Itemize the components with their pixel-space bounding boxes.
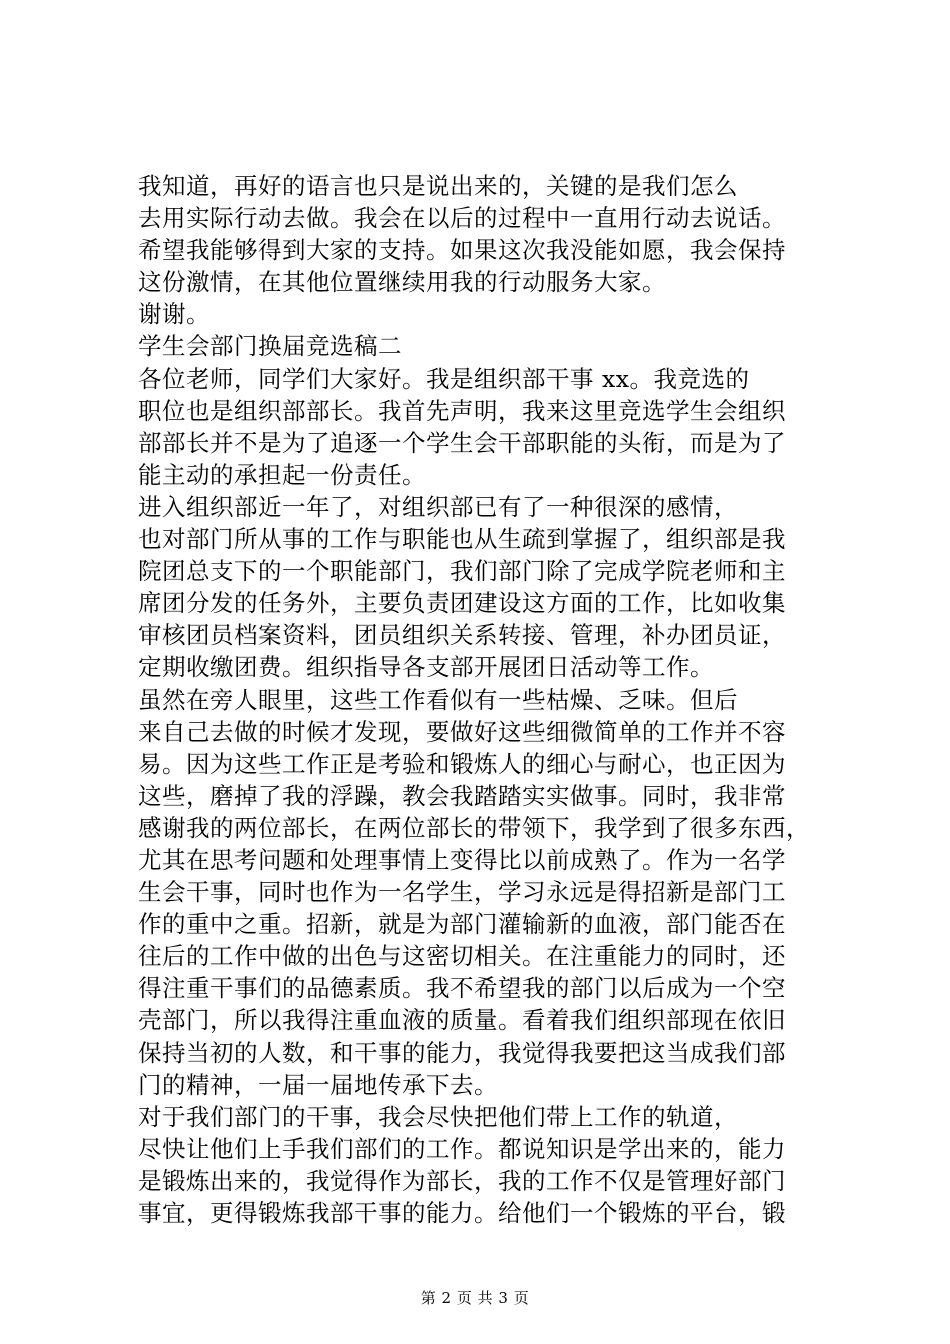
- text-line: 进入组织部近一年了，对组织部已有了一种很深的感情，: [138, 492, 738, 521]
- text-line: 对于我们部门的干事，我会尽快把他们带上工作的轨道，: [138, 1102, 738, 1131]
- text-line: 作的重中之重。招新，就是为部门灌输新的血液，部门能否在: [138, 910, 786, 939]
- text-line: 去用实际行动去做。我会在以后的过程中一直用行动去说话。: [138, 204, 786, 233]
- text-line: 职位也是组织部部长。我首先声明，我来这里竞选学生会组织: [138, 396, 786, 425]
- text-line: 事宜，更得锻炼我部干事的能力。给他们一个锻炼的平台，锻: [138, 1199, 786, 1227]
- text-line: 也对部门所从事的工作与职能也从生疏到掌握了，组织部是我: [138, 525, 786, 554]
- text-line: 壳部门，所以我得注重血液的质量。看着我们组织部现在依旧: [138, 1006, 786, 1035]
- text-line: 尤其在思考问题和处理事情上变得比以前成熟了。作为一名学: [138, 845, 786, 874]
- text-line: 得注重干事们的品德素质。我不希望我的部门以后成为一个空: [138, 974, 786, 1003]
- text-line: 能主动的承担起一份责任。: [138, 460, 426, 489]
- page-footer: [0, 1288, 950, 1308]
- text-line: 院团总支下的一个职能部门，我们部门除了完成学院老师和主: [138, 557, 786, 586]
- section-heading: 学生会部门换届竞选稿二: [138, 332, 402, 361]
- text-line: 门的精神，一届一届地传承下去。: [138, 1070, 498, 1099]
- text-line: 尽快让他们上手我们部们的工作。都说知识是学出来的，能力: [138, 1134, 786, 1163]
- page-number-label: 第 2 页 共 3 页: [420, 1289, 530, 1307]
- text-line: 是锻炼出来的，我觉得作为部长，我的工作不仅是管理好部门: [138, 1166, 786, 1195]
- text-line: 审核团员档案资料，团员组织关系转接、管理，补办团员证，: [138, 621, 786, 650]
- text-line: 保持当初的人数，和干事的能力，我觉得我要把这当成我们部: [138, 1038, 786, 1067]
- text-line: 这些，磨掉了我的浮躁，教会我踏踏实实做事。同时，我非常: [138, 781, 786, 810]
- text-line: 部部长并不是为了追逐一个学生会干部职能的头衔，而是为了: [138, 428, 786, 457]
- text-line: 定期收缴团费。组织指导各支部开展团日活动等工作。: [138, 653, 714, 682]
- text-line: 我知道，再好的语言也只是说出来的，关键的是我们怎么: [138, 172, 738, 200]
- text-line: 各位老师，同学们大家好。我是组织部干事 xx。我竞选的: [138, 364, 750, 393]
- text-line: 希望我能够得到大家的支持。如果这次我没能如愿，我会保持: [138, 236, 786, 265]
- text-line: 易。因为这些工作正是考验和锻炼人的细心与耐心，也正因为: [138, 749, 786, 778]
- text-line: 席团分发的任务外，主要负责团建设这方面的工作，比如收集: [138, 589, 786, 618]
- text-line: 来自己去做的时候才发现，要做好这些细微简单的工作并不容: [138, 717, 786, 746]
- text-line: 生会干事，同时也作为一名学生，学习永远是得招新是部门工: [138, 878, 786, 907]
- text-line: 往后的工作中做的出色与这密切相关。在注重能力的同时，还: [138, 942, 786, 971]
- text-line: 虽然在旁人眼里，这些工作看似有一些枯燥、乏味。但后: [138, 685, 738, 714]
- text-line: 感谢我的两位部长，在两位部长的带领下，我学到了很多东西，: [138, 813, 810, 842]
- document-body: [138, 170, 838, 1229]
- text-line: 谢谢。: [138, 300, 210, 329]
- text-line: 这份激情，在其他位置继续用我的行动服务大家。: [138, 268, 666, 297]
